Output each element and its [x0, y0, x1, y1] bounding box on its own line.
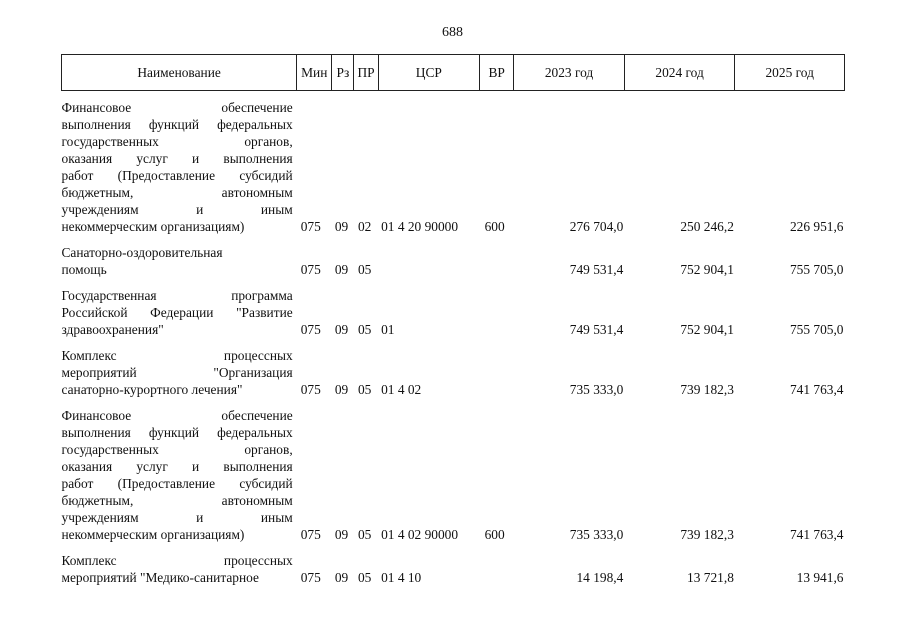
name-line: Комплекс процессных — [61, 553, 293, 568]
name-line: Государственная программа — [61, 288, 293, 303]
cell-2024: 739 182,3 — [680, 527, 734, 542]
cell-min: 075 — [300, 219, 321, 234]
cell-csr: 01 4 10 — [381, 570, 422, 585]
name-line: некоммерческим организациям) — [61, 527, 245, 542]
header-rz: Рз — [332, 55, 354, 91]
cell-csr: 01 4 20 90000 — [381, 219, 459, 234]
header-2023: 2023 год — [514, 55, 625, 91]
header-2024: 2024 год — [624, 55, 735, 91]
cell-name — [62, 338, 297, 398]
cell-2025: 13 941,6 — [796, 570, 844, 585]
cell-csr: 01 — [381, 322, 395, 337]
name-line: оказания услуг и выполнения — [61, 459, 293, 474]
header-csr: ЦСР — [378, 55, 480, 91]
cell-name — [62, 543, 297, 586]
name-line: выполнения функций федеральных — [61, 425, 293, 440]
budget-table — [61, 54, 845, 586]
cell-min: 075 — [300, 382, 321, 397]
name-line: учреждениям и иным — [61, 202, 293, 217]
cell-2023: 14 198,4 — [576, 570, 624, 585]
cell-2025: 741 763,4 — [789, 527, 844, 542]
cell-csr — [378, 235, 480, 278]
name-line: Комплекс процессных — [61, 348, 293, 363]
table-row — [62, 398, 845, 543]
cell-vr — [480, 235, 514, 278]
name-line: учреждениям и иным — [61, 510, 293, 525]
cell-2025: 755 705,0 — [789, 262, 844, 277]
cell-pr: 05 — [357, 322, 372, 337]
cell-2024: 752 904,1 — [680, 322, 734, 337]
cell-2024: 739 182,3 — [680, 382, 734, 397]
cell-name — [62, 398, 297, 543]
name-line: оказания услуг и выполнения — [61, 151, 293, 166]
header-name: Наименование — [62, 55, 297, 91]
page-number: 688 — [442, 25, 463, 40]
header-min: Мин — [297, 55, 332, 91]
name-line: здравоохранения" — [61, 322, 164, 337]
name-line: Российской Федерации "Развитие — [61, 305, 293, 320]
cell-vr — [480, 543, 514, 586]
table-row — [62, 91, 845, 236]
cell-rz: 09 — [334, 382, 349, 397]
name-line: мероприятий "Организация — [61, 365, 293, 380]
name-line: государственных органов, — [61, 442, 293, 457]
cell-2023: 749 531,4 — [569, 322, 624, 337]
cell-name — [62, 278, 297, 338]
name-line: работ (Предоставление субсидий — [61, 476, 293, 491]
cell-2023: 735 333,0 — [569, 527, 624, 542]
cell-2023: 749 531,4 — [569, 262, 624, 277]
cell-rz: 09 — [334, 219, 349, 234]
cell-min: 075 — [300, 527, 321, 542]
cell-min: 075 — [300, 262, 321, 277]
cell-rz: 09 — [334, 322, 349, 337]
header-vr: ВР — [480, 55, 514, 91]
cell-2024: 250 246,2 — [680, 219, 734, 234]
name-line: Санаторно-оздоровительная — [61, 245, 223, 260]
cell-rz: 09 — [334, 570, 349, 585]
name-line: выполнения функций федеральных — [61, 117, 293, 132]
name-line: мероприятий "Медико-санитарное — [61, 570, 259, 585]
name-line: помощь — [61, 262, 107, 277]
cell-2025: 741 763,4 — [789, 382, 844, 397]
cell-2023: 276 704,0 — [569, 219, 624, 234]
cell-2025: 755 705,0 — [789, 322, 844, 337]
table-row — [62, 235, 845, 278]
header-2025: 2025 год — [735, 55, 845, 91]
cell-name — [62, 91, 297, 236]
cell-pr: 05 — [357, 527, 372, 542]
name-line: государственных органов, — [61, 134, 293, 149]
cell-name — [62, 235, 297, 278]
cell-vr — [480, 278, 514, 338]
cell-pr: 02 — [357, 219, 372, 234]
cell-pr: 05 — [357, 262, 372, 277]
cell-2024: 13 721,8 — [687, 570, 734, 585]
table-body — [62, 91, 845, 587]
name-line: работ (Предоставление субсидий — [61, 168, 293, 183]
header-pr: ПР — [354, 55, 378, 91]
cell-vr — [480, 338, 514, 398]
cell-rz: 09 — [334, 262, 349, 277]
table-header-row — [62, 55, 845, 91]
cell-rz: 09 — [334, 527, 349, 542]
name-line: Финансовое обеспечение — [61, 408, 293, 423]
name-line: некоммерческим организациям) — [61, 219, 245, 234]
name-line: бюджетным, автономным — [61, 185, 293, 200]
cell-2025: 226 951,6 — [789, 219, 844, 234]
name-line: санаторно-курортного лечения" — [61, 382, 243, 397]
table-row — [62, 543, 845, 586]
cell-pr: 05 — [357, 382, 372, 397]
cell-vr: 600 — [484, 527, 505, 542]
name-line: Финансовое обеспечение — [61, 100, 293, 115]
table-row — [62, 338, 845, 398]
cell-vr: 600 — [484, 219, 505, 234]
cell-pr: 05 — [357, 570, 372, 585]
cell-min: 075 — [300, 570, 321, 585]
cell-2024: 752 904,1 — [680, 262, 734, 277]
cell-csr: 01 4 02 — [381, 382, 422, 397]
table-row — [62, 278, 845, 338]
cell-min: 075 — [300, 322, 321, 337]
name-line: бюджетным, автономным — [61, 493, 293, 508]
cell-csr: 01 4 02 90000 — [381, 527, 459, 542]
cell-2023: 735 333,0 — [569, 382, 624, 397]
